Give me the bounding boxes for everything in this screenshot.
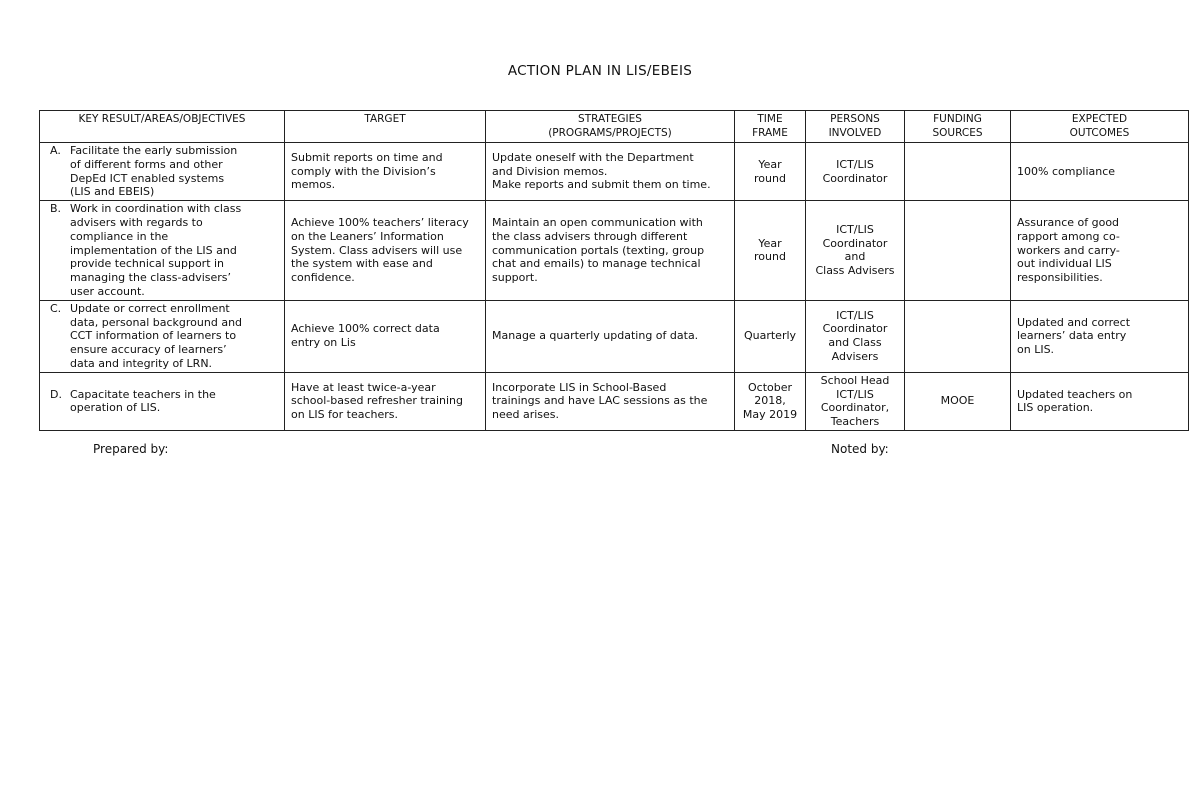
- table-row: [40, 300, 1189, 372]
- cell-line: confidence.: [291, 271, 355, 285]
- col-header-line: OUTCOMES: [1069, 126, 1130, 139]
- col-header-line: EXPECTED: [1071, 113, 1128, 125]
- cell-line: round: [754, 171, 786, 185]
- cell-line: Coordinator: [822, 322, 888, 336]
- cell-line: ICT/LIS: [836, 222, 874, 236]
- cell-line: (LIS and EBEIS): [70, 185, 155, 199]
- funding-cell: [905, 143, 1011, 201]
- cell-line: Coordinator: [822, 171, 888, 185]
- table-header-row: [40, 111, 1189, 143]
- cell-line: Achieve 100% teachers’ literacy: [291, 215, 469, 229]
- col-header-strategies: [486, 111, 735, 143]
- col-header-funding: [905, 111, 1011, 143]
- time-frame-cell: [735, 143, 806, 201]
- outcomes-cell: [1011, 300, 1189, 372]
- cell-line: Submit reports on time and: [291, 150, 443, 164]
- cell-line: ensure accuracy of learners’: [70, 343, 227, 357]
- funding-cell: [905, 300, 1011, 372]
- col-header-line: SOURCES: [932, 126, 983, 139]
- col-header-line: STRATEGIES: [578, 113, 642, 125]
- funding-cell: [905, 201, 1011, 301]
- persons-cell: [806, 201, 905, 301]
- cell-line: comply with the Division’s: [291, 164, 436, 178]
- table-row: [40, 372, 1189, 430]
- cell-line: support.: [492, 271, 538, 285]
- cell-line: Teachers: [830, 415, 880, 429]
- col-header-line: PERSONS: [830, 113, 880, 125]
- cell-line: Coordinator and: [822, 236, 888, 264]
- cell-line: Class Advisers: [815, 264, 895, 278]
- cell-line: managing the class-advisers’: [70, 271, 232, 285]
- funding-cell: [905, 372, 1011, 430]
- outcomes-cell: [1011, 372, 1189, 430]
- prepared-by-label: Prepared by:: [93, 442, 169, 456]
- cell-line: on LIS.: [1017, 343, 1055, 357]
- strategies-cell: [486, 143, 735, 201]
- cell-line: ICT/LIS: [836, 157, 874, 171]
- noted-by-label: Noted by:: [831, 442, 889, 456]
- cell-line: Have at least twice-a-year: [291, 380, 436, 394]
- cell-line: LIS operation.: [1017, 401, 1094, 415]
- cell-line: on the Leaners’ Information: [291, 229, 444, 243]
- col-header-time-frame: [735, 111, 806, 143]
- cell-line: on LIS for teachers.: [291, 408, 399, 422]
- action-plan-table: [39, 110, 1189, 431]
- cell-line: and Class: [828, 336, 882, 350]
- cell-line: Update or correct enrollment: [70, 301, 230, 315]
- cell-line: Update oneself with the Department: [492, 150, 694, 164]
- time-frame-cell: [735, 201, 806, 301]
- persons-cell: [806, 143, 905, 201]
- cell-line: Maintain an open communication with: [492, 215, 703, 229]
- cell-line: DepEd ICT enabled systems: [70, 171, 225, 185]
- cell-line: need arises.: [492, 408, 560, 422]
- cell-line: 100% compliance: [1017, 164, 1116, 178]
- persons-cell: [806, 372, 905, 430]
- cell-line: School Head: [820, 373, 890, 387]
- cell-line: communication portals (texting, group: [492, 243, 705, 257]
- col-header-target: [285, 111, 486, 143]
- persons-cell: [806, 300, 905, 372]
- cell-line: Updated teachers on: [1017, 387, 1133, 401]
- cell-line: of different forms and other: [70, 157, 223, 171]
- cell-line: Year: [758, 236, 782, 250]
- objective-cell: [40, 201, 285, 301]
- objective-cell: [40, 372, 285, 430]
- cell-line: out individual LIS: [1017, 257, 1112, 271]
- cell-line: operation of LIS.: [70, 401, 161, 415]
- cell-line: entry on Lis: [291, 336, 356, 350]
- cell-line: trainings and have LAC sessions as the: [492, 394, 708, 408]
- cell-line: Updated and correct: [1017, 315, 1131, 329]
- cell-line: ICT/LIS: [836, 308, 874, 322]
- outcomes-cell: [1011, 201, 1189, 301]
- cell-line: MOOE: [940, 394, 975, 408]
- objective-letter: A.: [50, 144, 61, 157]
- strategies-cell: [486, 300, 735, 372]
- col-header-line: KEY RESULT/AREAS/OBJECTIVES: [78, 113, 246, 125]
- cell-line: compliance in the: [70, 229, 169, 243]
- col-header-line: TARGET: [364, 113, 406, 125]
- cell-line: provide technical support in: [70, 257, 225, 271]
- cell-line: advisers with regards to: [70, 215, 203, 229]
- cell-line: 2018,: [754, 394, 786, 408]
- cell-line: responsibilities.: [1017, 271, 1103, 285]
- cell-line: learners’ data entry: [1017, 329, 1127, 343]
- cell-line: the system with ease and: [291, 257, 433, 271]
- target-cell: [285, 143, 486, 201]
- objective-letter: C.: [50, 301, 62, 315]
- objective-letter: B.: [50, 202, 62, 216]
- time-frame-cell: [735, 372, 806, 430]
- cell-line: implementation of the LIS and: [70, 243, 237, 257]
- cell-line: rapport among co-: [1017, 229, 1120, 243]
- cell-line: Advisers: [831, 350, 879, 364]
- cell-line: memos.: [291, 178, 336, 192]
- cell-line: Facilitate the early submission: [70, 144, 238, 157]
- cell-line: and Division memos.: [492, 164, 608, 178]
- cell-line: ICT/LIS: [836, 387, 874, 401]
- cell-line: school-based refresher training: [291, 394, 464, 408]
- cell-line: Make reports and submit them on time.: [492, 178, 711, 192]
- outcomes-cell: [1011, 143, 1189, 201]
- col-header-persons: [806, 111, 905, 143]
- cell-line: October: [747, 380, 793, 394]
- target-cell: [285, 201, 486, 301]
- target-cell: [285, 300, 486, 372]
- cell-line: Capacitate teachers in the: [70, 387, 216, 401]
- cell-line: chat and emails) to manage technical: [492, 257, 701, 271]
- col-header-line: FUNDING: [933, 113, 982, 125]
- col-header-line: TIME: [757, 113, 783, 125]
- strategies-cell: [486, 201, 735, 301]
- target-cell: [285, 372, 486, 430]
- cell-line: Coordinator,: [820, 401, 890, 415]
- cell-line: data, personal background and: [70, 315, 243, 329]
- cell-line: System. Class advisers will use: [291, 243, 463, 257]
- table-row: [40, 143, 1189, 201]
- col-header-line: FRAME: [752, 126, 788, 139]
- cell-line: user account.: [70, 284, 145, 298]
- cell-line: Work in coordination with class: [70, 202, 242, 216]
- objective-letter: D.: [50, 387, 62, 401]
- page-title: ACTION PLAN IN LIS/EBEIS: [507, 63, 693, 79]
- cell-line: Year: [758, 157, 782, 171]
- col-header-line: (PROGRAMS/PROJECTS): [548, 126, 672, 139]
- objective-cell: [40, 143, 285, 201]
- table-row: [40, 201, 1189, 301]
- col-header-objectives: [40, 111, 285, 143]
- col-header-line: INVOLVED: [828, 126, 882, 139]
- objective-cell: [40, 300, 285, 372]
- cell-line: workers and carry-: [1017, 243, 1120, 257]
- cell-line: Incorporate LIS in School-Based: [492, 380, 667, 394]
- col-header-outcomes: [1011, 111, 1189, 143]
- table-body: [40, 143, 1189, 431]
- cell-line: data and integrity of LRN.: [70, 356, 213, 370]
- cell-line: the class advisers through different: [492, 229, 688, 243]
- cell-line: Assurance of good: [1017, 215, 1120, 229]
- time-frame-cell: [735, 300, 806, 372]
- strategies-cell: [486, 372, 735, 430]
- cell-line: CCT information of learners to: [70, 329, 237, 343]
- cell-line: round: [754, 250, 786, 264]
- cell-line: Achieve 100% correct data: [291, 322, 440, 336]
- cell-line: Quarterly: [743, 329, 797, 343]
- cell-line: Manage a quarterly updating of data.: [492, 329, 699, 343]
- cell-line: May 2019: [742, 408, 798, 422]
